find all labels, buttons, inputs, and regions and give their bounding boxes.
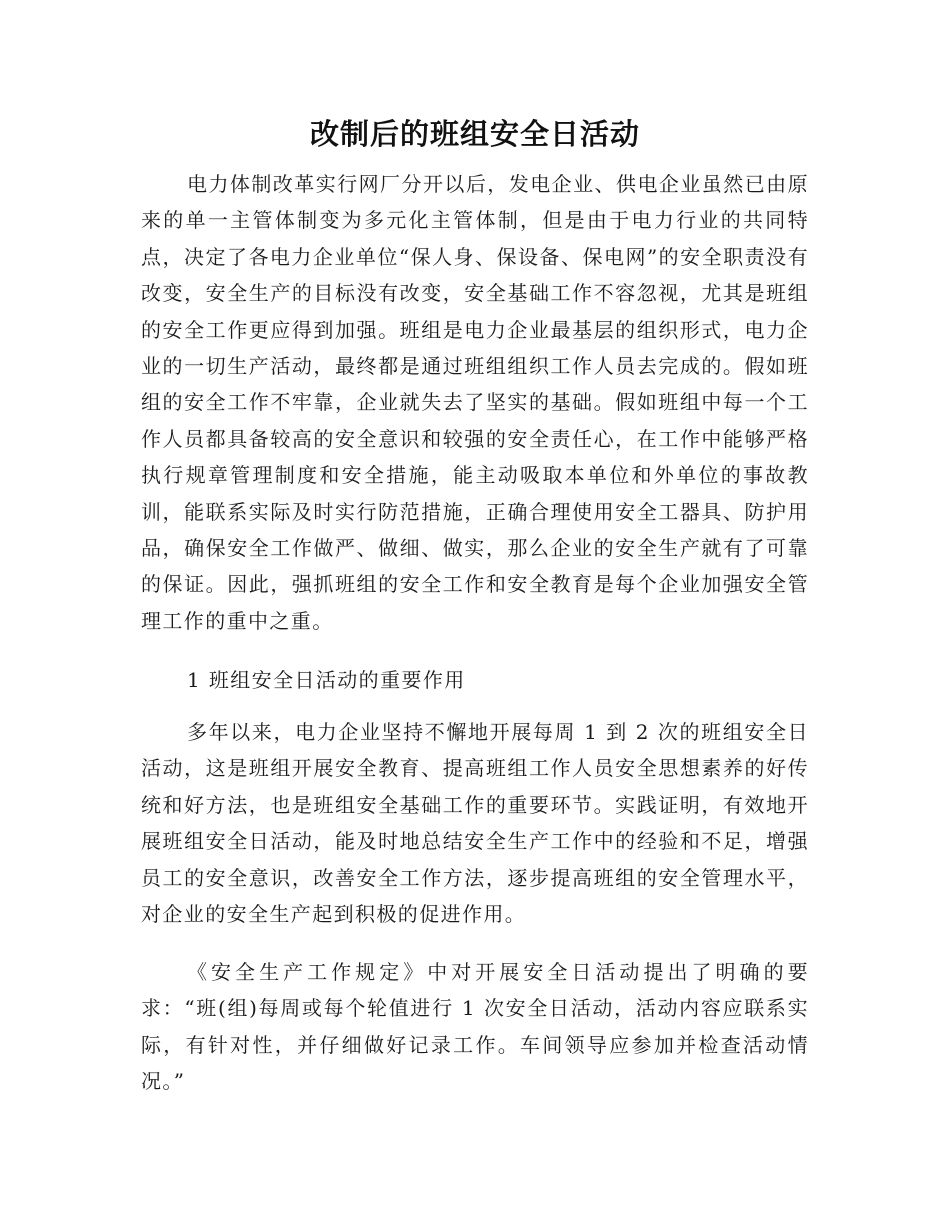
document-title: 改制后的班组安全日活动 xyxy=(309,117,640,151)
section-heading: 1 班组安全日活动的重要作用 xyxy=(187,668,466,692)
paragraph-importance: 多年以来，电力企业坚持不懈地开展每周 1 到 2 次的班组安全日活动，这是班组开展安全教育、提高班组工作人员安全思想素养的好传统和好方法，也是班组安全基础工作的重要环节。实践证明，有效地开展班组安全日活动，能及时地总结安全生产工作中的经验和不足，增强员工的安全意识，改善安全工作方法，逐步提高班组的安全管理水平，对企业的安全生产起到积极的促进作用。 xyxy=(141,720,809,927)
paragraph-intro: 电力体制改革实行网厂分开以后，发电企业、供电企业虽然已由原来的单一主管体制变为多元化主管体制，但是由于电力行业的共同特点，决定了各电力企业单位“保人身、保设备、保电网”的安全职责没有改变，安全生产的目标没有改变，安全基础工作不容忽视，尤其是班组的安全工作更应得到加强。班组是电力企业最基层的组织形式，电力企业的一切生产活动，最终都是通过班组组织工作人员去完成的。假如班组的安全工作不牢靠，企业就失去了坚实的基础。假如班组中每一个工作人员都具备较高的安全意识和较强的安全责任心，在工作中能够严格执行规章管理制度和安全措施，能主动吸取本单位和外单位的事故教训，能联系实际及时实行防范措施，正确合理使用安全工器具、防护用品，确保安全工作做严、做细、做实，那么企业的安全生产就有了可靠的保证。因此，强抓班组的安全工作和安全教育是每个企业加强安全管理工作的重中之重。 xyxy=(141,172,809,633)
paragraph-regulation: 《安全生产工作规定》中对开展安全日活动提出了明确的要求：“班(组)每周或每个轮值进行 1 次安全日活动，活动内容应联系实际，有针对性，并仔细做好记录工作。车间领导应参加并检查活动情况。” xyxy=(141,960,809,1094)
